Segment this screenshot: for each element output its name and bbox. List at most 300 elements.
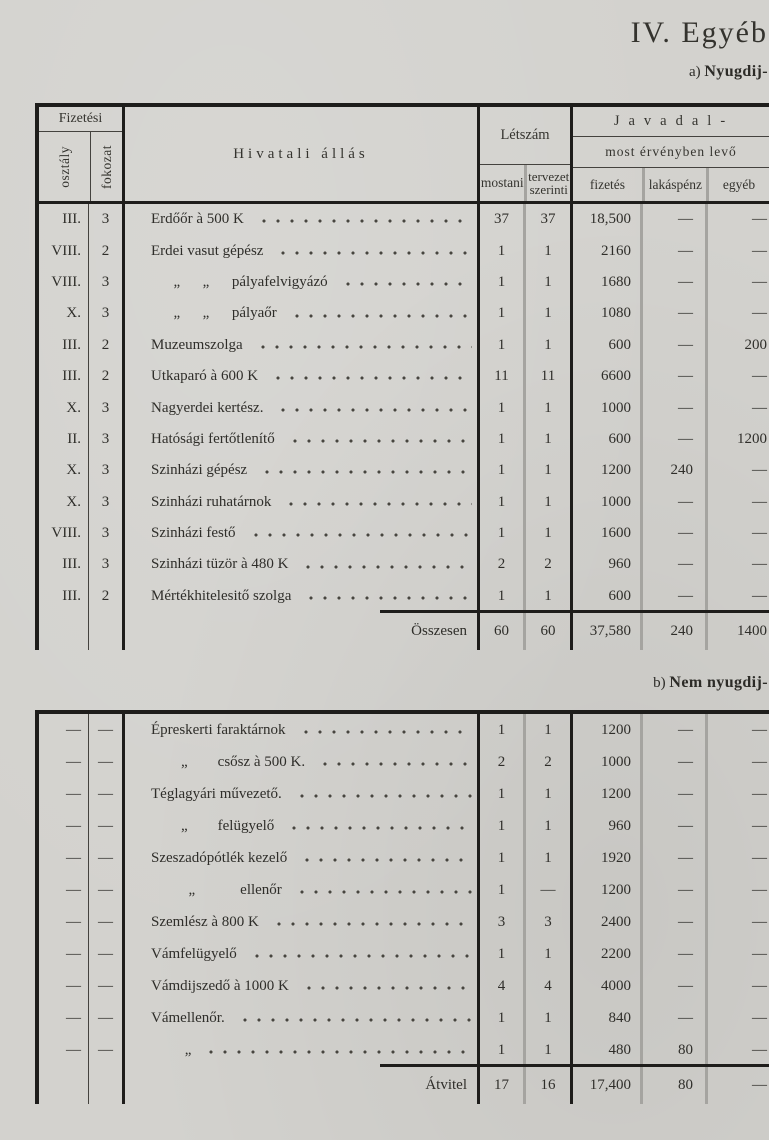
header-group-fizetesi <box>35 107 122 201</box>
table-row <box>35 1034 769 1066</box>
cell-egyeb: — <box>705 581 769 612</box>
cell-fizetes: 600 <box>570 581 640 612</box>
cell-fizetes: 600 <box>570 330 640 361</box>
cell-lakaspenz: — <box>640 518 705 549</box>
cell-fokozat: — <box>88 778 122 810</box>
section-heading-b <box>653 674 768 692</box>
cell-allas <box>122 970 477 1002</box>
table-row <box>35 267 769 298</box>
position-label: Szemlész à 800 K <box>151 913 259 930</box>
position-label: „ <box>151 1041 192 1058</box>
cell-tervezet: 11 <box>523 361 570 392</box>
table-row <box>35 361 769 392</box>
cell-fizetes: 18,500 <box>570 204 640 235</box>
cell-osztaly: VIII. <box>35 518 88 549</box>
cell-egyeb: — <box>705 970 769 1002</box>
cell-allas <box>122 746 477 778</box>
cell-lakaspenz: — <box>640 235 705 266</box>
dot-leader <box>314 746 472 778</box>
cell-egyeb: — <box>705 204 769 235</box>
cell-fizetes: 480 <box>570 1034 640 1066</box>
cell-fokozat <box>88 612 122 650</box>
cell-tervezet: 2 <box>523 746 570 778</box>
section-b-label: Nem nyugdij- <box>669 674 768 691</box>
summary-label: Átvitel <box>122 1066 477 1104</box>
cell-tervezet: 4 <box>523 970 570 1002</box>
cell-tervezet: 1 <box>523 581 570 612</box>
table-row <box>35 778 769 810</box>
cell-mostani: 1 <box>477 938 523 970</box>
dot-leader <box>253 204 472 235</box>
table-row <box>35 970 769 1002</box>
cell-fokozat: 3 <box>88 487 122 518</box>
cell-lakaspenz: — <box>640 746 705 778</box>
position-label: „ „ pályaőr <box>151 305 277 322</box>
position-label: Szinházi tüzör à 480 K <box>151 556 289 573</box>
section-b-prefix: b) <box>653 675 666 691</box>
table-row <box>35 938 769 970</box>
table-row <box>35 549 769 580</box>
cell-egyeb: — <box>705 549 769 580</box>
cell-fokozat: — <box>88 842 122 874</box>
cell-tervezet: 1 <box>523 778 570 810</box>
cell-allas <box>122 424 477 455</box>
position-label: Mértékhitelesitő szolga <box>151 587 292 604</box>
dot-leader <box>291 874 472 906</box>
cell-egyeb: — <box>705 455 769 486</box>
header-lakaspenz: lakáspénz <box>642 168 706 201</box>
cell-osztaly: X. <box>35 392 88 423</box>
cell-lakaspenz: — <box>640 204 705 235</box>
dot-leader <box>268 906 472 938</box>
table-row <box>35 874 769 906</box>
cell-allas <box>122 906 477 938</box>
cell-mostani: 1 <box>477 392 523 423</box>
cell-allas <box>122 204 477 235</box>
cell-osztaly: — <box>35 1002 88 1034</box>
cell-allas <box>122 455 477 486</box>
cell-mostani: 1 <box>477 714 523 746</box>
cell-lakaspenz: — <box>640 906 705 938</box>
cell-allas <box>122 392 477 423</box>
cell-fizetes: 1000 <box>570 746 640 778</box>
cell-fokozat <box>88 1066 122 1104</box>
cell-mostani: 1 <box>477 267 523 298</box>
dot-leader <box>267 361 472 392</box>
cell-tervezet: 1 <box>523 235 570 266</box>
cell-egyeb: — <box>705 778 769 810</box>
cell-fokozat: — <box>88 938 122 970</box>
cell-lakaspenz: — <box>640 778 705 810</box>
cell-lakaspenz: — <box>640 298 705 329</box>
cell-fizetes: 1920 <box>570 842 640 874</box>
cell-mostani: 1 <box>477 298 523 329</box>
cell-mostani: 1 <box>477 1002 523 1034</box>
cell-lakaspenz: — <box>640 361 705 392</box>
cell-fizetes: 1200 <box>570 778 640 810</box>
cell-tervezet: 3 <box>523 906 570 938</box>
cell-tervezet: — <box>523 874 570 906</box>
cell-lakaspenz: 240 <box>640 455 705 486</box>
cell-fokozat: 3 <box>88 267 122 298</box>
section-a-label: Nyugdij- <box>704 63 768 80</box>
cell-fizetes: 600 <box>570 424 640 455</box>
cell-fizetes: 1000 <box>570 487 640 518</box>
summary-lakaspenz: 240 <box>640 612 705 650</box>
cell-egyeb: — <box>705 267 769 298</box>
table-row <box>35 842 769 874</box>
cell-fizetes: 4000 <box>570 970 640 1002</box>
cell-lakaspenz: — <box>640 1002 705 1034</box>
cell-tervezet: 1 <box>523 938 570 970</box>
pension-table <box>35 103 769 650</box>
cell-allas <box>122 330 477 361</box>
cell-osztaly: III. <box>35 330 88 361</box>
cell-mostani: 1 <box>477 1034 523 1066</box>
table-row <box>35 487 769 518</box>
cell-egyeb: 200 <box>705 330 769 361</box>
header-javadal: Javadal- <box>613 113 735 129</box>
cell-fizetes: 1680 <box>570 267 640 298</box>
table-row <box>35 424 769 455</box>
cell-egyeb: — <box>705 235 769 266</box>
cell-lakaspenz: — <box>640 267 705 298</box>
cell-allas <box>122 874 477 906</box>
cell-mostani: 1 <box>477 810 523 842</box>
position-label: „ csősz à 500 K. <box>151 753 306 770</box>
table-row <box>35 330 769 361</box>
cell-fokozat: 3 <box>88 298 122 329</box>
position-label: Épreskerti faraktárnok <box>151 721 286 738</box>
table-row <box>35 714 769 746</box>
summary-lakaspenz: 80 <box>640 1066 705 1104</box>
cell-fokozat: — <box>88 746 122 778</box>
cell-mostani: 1 <box>477 778 523 810</box>
cell-tervezet: 1 <box>523 714 570 746</box>
cell-mostani: 1 <box>477 424 523 455</box>
position-label: Vámfelügyelő <box>151 945 237 962</box>
dot-leader <box>300 581 472 612</box>
header-group-javadal <box>570 107 769 201</box>
cell-tervezet: 2 <box>523 549 570 580</box>
cell-lakaspenz: — <box>640 487 705 518</box>
dot-leader <box>252 330 472 361</box>
cell-lakaspenz: — <box>640 938 705 970</box>
cell-mostani: 3 <box>477 906 523 938</box>
cell-lakaspenz: — <box>640 714 705 746</box>
cell-fokozat: — <box>88 1034 122 1066</box>
cell-egyeb: 1200 <box>705 424 769 455</box>
dot-leader <box>234 1002 472 1034</box>
cell-egyeb: — <box>705 746 769 778</box>
cell-mostani: 37 <box>477 204 523 235</box>
table-row <box>35 298 769 329</box>
cell-mostani: 11 <box>477 361 523 392</box>
header-hivatali-allas: Hivatali állás <box>122 107 477 201</box>
cell-osztaly: — <box>35 810 88 842</box>
header-most-ervenyben-levo: most érvényben levő <box>573 136 769 167</box>
cell-allas <box>122 581 477 612</box>
cell-tervezet: 1 <box>523 518 570 549</box>
summary-egyeb: 1400 <box>705 612 769 650</box>
cell-allas <box>122 810 477 842</box>
cell-egyeb: — <box>705 938 769 970</box>
position-label: „ ellenőr <box>151 881 282 898</box>
cell-fokozat: — <box>88 906 122 938</box>
cell-allas <box>122 549 477 580</box>
cell-fokozat: 3 <box>88 204 122 235</box>
cell-mostani: 1 <box>477 235 523 266</box>
cell-fizetes: 1200 <box>570 874 640 906</box>
cell-lakaspenz: — <box>640 549 705 580</box>
position-label: Vámdijszedő à 1000 K <box>151 977 289 994</box>
position-label: Utkaparó à 600 K <box>151 368 259 385</box>
cell-tervezet: 1 <box>523 267 570 298</box>
dot-leader <box>256 455 472 486</box>
cell-fizetes: 6600 <box>570 361 640 392</box>
cell-tervezet: 1 <box>523 487 570 518</box>
position-label: Erdőőr à 500 K <box>151 211 244 228</box>
cell-tervezet: 1 <box>523 455 570 486</box>
cell-lakaspenz: — <box>640 874 705 906</box>
cell-tervezet: 1 <box>523 842 570 874</box>
table-row <box>35 1002 769 1034</box>
cell-mostani: 2 <box>477 746 523 778</box>
table-row <box>35 204 769 235</box>
header-osztaly: osztály <box>56 145 72 188</box>
cell-egyeb: — <box>705 906 769 938</box>
position-label: Hatósági fertőtlenítő <box>151 430 275 447</box>
cell-tervezet: 1 <box>523 1002 570 1034</box>
position-label: Nagyerdei kertész. <box>151 399 264 416</box>
table1-summary-row <box>35 612 769 650</box>
cell-tervezet: 1 <box>523 330 570 361</box>
cell-fizetes: 2160 <box>570 235 640 266</box>
cell-lakaspenz: 80 <box>640 1034 705 1066</box>
summary-egyeb: — <box>705 1066 769 1104</box>
cell-fokozat: 3 <box>88 518 122 549</box>
cell-mostani: 1 <box>477 330 523 361</box>
cell-tervezet: 37 <box>523 204 570 235</box>
cell-fokozat: 2 <box>88 581 122 612</box>
table-row <box>35 746 769 778</box>
cell-osztaly: X. <box>35 298 88 329</box>
cell-osztaly: — <box>35 842 88 874</box>
cell-lakaspenz: — <box>640 424 705 455</box>
header-letszam: Létszám <box>480 107 570 165</box>
cell-osztaly: III. <box>35 581 88 612</box>
cell-tervezet: 1 <box>523 1034 570 1066</box>
cell-osztaly: III. <box>35 204 88 235</box>
cell-osztaly: — <box>35 714 88 746</box>
cell-fokozat: 3 <box>88 549 122 580</box>
cell-osztaly: — <box>35 874 88 906</box>
cell-fokozat: 2 <box>88 235 122 266</box>
cell-egyeb: — <box>705 298 769 329</box>
cell-tervezet: 1 <box>523 424 570 455</box>
cell-osztaly: III. <box>35 361 88 392</box>
cell-fokozat: — <box>88 714 122 746</box>
cell-mostani: 1 <box>477 487 523 518</box>
summary-tervezet: 16 <box>523 1066 570 1104</box>
summary-fizetes: 17,400 <box>570 1066 640 1104</box>
page-title: IV. Egyéb <box>630 16 768 49</box>
cell-osztaly: VIII. <box>35 235 88 266</box>
cell-tervezet: 1 <box>523 392 570 423</box>
cell-lakaspenz: — <box>640 842 705 874</box>
cell-egyeb: — <box>705 518 769 549</box>
cell-fizetes: 1600 <box>570 518 640 549</box>
cell-fokozat: — <box>88 970 122 1002</box>
header-fizetes: fizetés <box>589 176 626 192</box>
cell-fizetes: 840 <box>570 1002 640 1034</box>
cell-egyeb: — <box>705 1002 769 1034</box>
table-row <box>35 455 769 486</box>
position-label: Szinházi ruhatárnok <box>151 493 272 510</box>
summary-mostani: 60 <box>477 612 523 650</box>
cell-fokozat: — <box>88 1002 122 1034</box>
summary-mostani: 17 <box>477 1066 523 1104</box>
cell-allas <box>122 487 477 518</box>
table-row <box>35 581 769 612</box>
summary-label: Összesen <box>122 612 477 650</box>
table1-body <box>35 204 769 612</box>
cell-mostani: 1 <box>477 518 523 549</box>
cell-tervezet: 1 <box>523 810 570 842</box>
cell-allas <box>122 298 477 329</box>
dot-leader <box>272 235 472 266</box>
cell-fizetes: 2400 <box>570 906 640 938</box>
cell-osztaly: III. <box>35 549 88 580</box>
cell-fokozat: 2 <box>88 361 122 392</box>
position-label: „ „ pályafelvigyázó <box>151 273 328 290</box>
table2-summary-row <box>35 1066 769 1104</box>
table-header <box>35 107 769 204</box>
cell-allas <box>122 361 477 392</box>
header-fokozat: fokozat <box>90 132 122 201</box>
cell-tervezet: 1 <box>523 298 570 329</box>
cell-fokozat: 3 <box>88 455 122 486</box>
cell-mostani: 1 <box>477 455 523 486</box>
cell-fizetes: 1200 <box>570 455 640 486</box>
cell-egyeb: — <box>705 810 769 842</box>
cell-mostani: 2 <box>477 549 523 580</box>
cell-mostani: 1 <box>477 842 523 874</box>
dot-leader <box>296 842 472 874</box>
section-a-prefix: a) <box>688 64 701 80</box>
cell-egyeb: — <box>705 487 769 518</box>
cell-lakaspenz: — <box>640 392 705 423</box>
position-label: Muzeumszolga <box>151 336 243 353</box>
table-row <box>35 392 769 423</box>
position-label: Téglagyári művezető. <box>151 785 282 802</box>
cell-osztaly: X. <box>35 455 88 486</box>
dot-leader <box>246 938 472 970</box>
cell-lakaspenz: — <box>640 970 705 1002</box>
cell-fizetes: 2200 <box>570 938 640 970</box>
position-label: Vámellenőr. <box>151 1009 225 1026</box>
cell-fizetes: 960 <box>570 549 640 580</box>
header-egyeb: egyéb <box>706 168 769 201</box>
cell-fizetes: 960 <box>570 810 640 842</box>
position-label: „ felügyelő <box>151 817 275 834</box>
cell-fokozat: 3 <box>88 392 122 423</box>
cell-osztaly <box>35 1066 88 1104</box>
cell-egyeb: — <box>705 1034 769 1066</box>
cell-mostani: 4 <box>477 970 523 1002</box>
cell-egyeb: — <box>705 714 769 746</box>
cell-allas <box>122 1034 477 1066</box>
cell-osztaly: — <box>35 746 88 778</box>
table2-body <box>35 714 769 1066</box>
cell-fokozat: — <box>88 874 122 906</box>
dot-leader <box>283 810 472 842</box>
cell-allas <box>122 842 477 874</box>
cell-fokozat: 3 <box>88 424 122 455</box>
table-row <box>35 518 769 549</box>
cell-fizetes: 1000 <box>570 392 640 423</box>
cell-osztaly: X. <box>35 487 88 518</box>
header-mostani: mostani <box>480 175 524 190</box>
dot-leader <box>280 487 472 518</box>
dot-leader <box>298 970 472 1002</box>
cell-osztaly: II. <box>35 424 88 455</box>
dot-leader <box>245 518 472 549</box>
cell-osztaly: — <box>35 778 88 810</box>
dot-leader <box>297 549 472 580</box>
dot-leader <box>284 424 472 455</box>
cell-allas <box>122 235 477 266</box>
cell-egyeb: — <box>705 361 769 392</box>
cell-allas <box>122 714 477 746</box>
cell-osztaly: — <box>35 1034 88 1066</box>
cell-osztaly: — <box>35 906 88 938</box>
cell-lakaspenz: — <box>640 810 705 842</box>
summary-fizetes: 37,580 <box>570 612 640 650</box>
cell-allas <box>122 938 477 970</box>
cell-lakaspenz: — <box>640 581 705 612</box>
header-group-letszam <box>477 107 570 201</box>
cell-allas <box>122 518 477 549</box>
cell-osztaly: VIII. <box>35 267 88 298</box>
cell-egyeb: — <box>705 392 769 423</box>
dot-leader <box>272 392 472 423</box>
table-row <box>35 235 769 266</box>
cell-allas <box>122 1002 477 1034</box>
cell-fizetes: 1080 <box>570 298 640 329</box>
cell-fokozat: 2 <box>88 330 122 361</box>
position-label: Szinházi gépész <box>151 462 248 479</box>
cell-fizetes: 1200 <box>570 714 640 746</box>
cell-egyeb: — <box>705 842 769 874</box>
cell-allas <box>122 778 477 810</box>
cell-osztaly: — <box>35 938 88 970</box>
table-row <box>35 906 769 938</box>
summary-tervezet: 60 <box>523 612 570 650</box>
header-fizetesi: Fizetési <box>39 107 122 132</box>
dot-leader <box>286 298 472 329</box>
position-label: Erdei vasut gépész <box>151 242 264 259</box>
cell-egyeb: — <box>705 874 769 906</box>
cell-mostani: 1 <box>477 874 523 906</box>
dot-leader <box>200 1034 472 1066</box>
dot-leader <box>291 778 472 810</box>
table-row <box>35 810 769 842</box>
position-label: Szinházi festő <box>151 525 236 542</box>
section-heading-a <box>689 63 768 81</box>
dot-leader <box>337 267 472 298</box>
cell-mostani: 1 <box>477 581 523 612</box>
